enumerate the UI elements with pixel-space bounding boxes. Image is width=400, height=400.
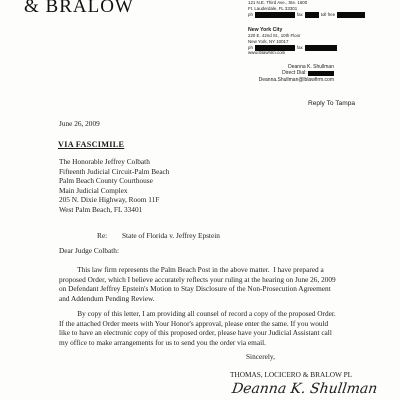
recipient-line: 205 N. Dixie Highway, Room 11F: [59, 195, 160, 205]
tollfree-label: toll free: [320, 12, 336, 17]
delivery-method: VIA FASCIMILE: [58, 140, 125, 149]
redaction-block: [305, 45, 337, 51]
redaction-block: [305, 12, 319, 18]
firm-website: www.lblawfirm.com: [248, 50, 286, 55]
paragraph-line: my office to make arrangements for us to send you the order via email.: [59, 337, 266, 347]
recipient-line: Palm Beach County Courthouse: [59, 176, 153, 186]
re-label: Re:: [97, 231, 108, 240]
paragraph-line: and Addendum Pending Review.: [59, 293, 155, 303]
paragraph-line: By copy of this letter, I am providing all counsel of record a copy of the proposed Order.: [59, 309, 336, 318]
direct-dial-label: Direct Dial:: [282, 70, 307, 77]
paragraph-line: proposed Order, which I believe accurately reflects your ruling at the hearing on June 26, 2009: [59, 274, 336, 284]
recipient-line: Main Judicial Complex: [59, 185, 128, 195]
sender-email: Deanna.Shullman@lblawfirm.com: [258, 76, 334, 83]
sender-block: [259, 64, 334, 83]
paragraph-2: [59, 309, 336, 347]
redaction-block: [255, 12, 295, 18]
handwritten-signature: Deanna K. Shullman: [230, 381, 379, 397]
paragraph-line: on Defendant Jeffrey Epstein's Motion to Stay Disclosure of the Non-Prosecution Agreement: [59, 284, 331, 294]
fax-label: fax: [296, 12, 303, 17]
recipient-address: [59, 157, 169, 215]
office-address-line: Ft. Lauderdale, FL 33301: [248, 6, 298, 11]
office-phone-row: [248, 12, 365, 18]
office-address-line: New York, NY 10017: [248, 39, 289, 44]
fax-label: fax: [296, 45, 303, 50]
phone-label: ph: [248, 12, 253, 17]
paragraph-1: [59, 265, 336, 303]
closing: Sincerely,: [246, 352, 275, 361]
sender-name: Deanna K. Shullman: [288, 64, 334, 70]
letter-date: June 26, 2009: [59, 119, 100, 128]
phone-label: ph: [248, 45, 253, 50]
reply-to: Reply To Tampa: [308, 100, 356, 107]
office-city: New York City: [248, 27, 283, 33]
office-new-york: [248, 27, 337, 51]
office-fort-lauderdale: [248, 0, 365, 18]
paragraph-line: This law firm represents the Palm Beach Post in the above matter. I have prepared a: [59, 265, 324, 274]
re-subject: State of Florida v. Jeffrey Epstein: [122, 231, 220, 240]
recipient-line: Fifteenth Judicial Circuit-Palm Beach: [59, 166, 170, 176]
office-address-line: 220 E. 42nd St., 10th Floor: [248, 33, 301, 38]
paragraph-line: like to have an electronic copy of this proposed order, please have your Judicial Assistant call: [59, 328, 332, 338]
redaction-block: [308, 71, 334, 76]
firm-name-logo: & BRALOW: [24, 0, 134, 17]
recipient-line: The Honorable Jeffrey Colbath: [59, 157, 150, 166]
redaction-block: [337, 12, 365, 18]
salutation: Dear Judge Colbath:: [59, 246, 119, 255]
recipient-line: West Palm Beach, FL 33401: [59, 204, 143, 214]
firm-signature-line: THOMAS, LOCICERO & BRALOW PL: [230, 370, 353, 379]
office-address-line: 121 N.E. Third Ave., Ste. 1600: [248, 0, 308, 5]
paragraph-line: If the attached Order meets with Your Honor's approval, please enter the same. If you would: [59, 318, 329, 328]
